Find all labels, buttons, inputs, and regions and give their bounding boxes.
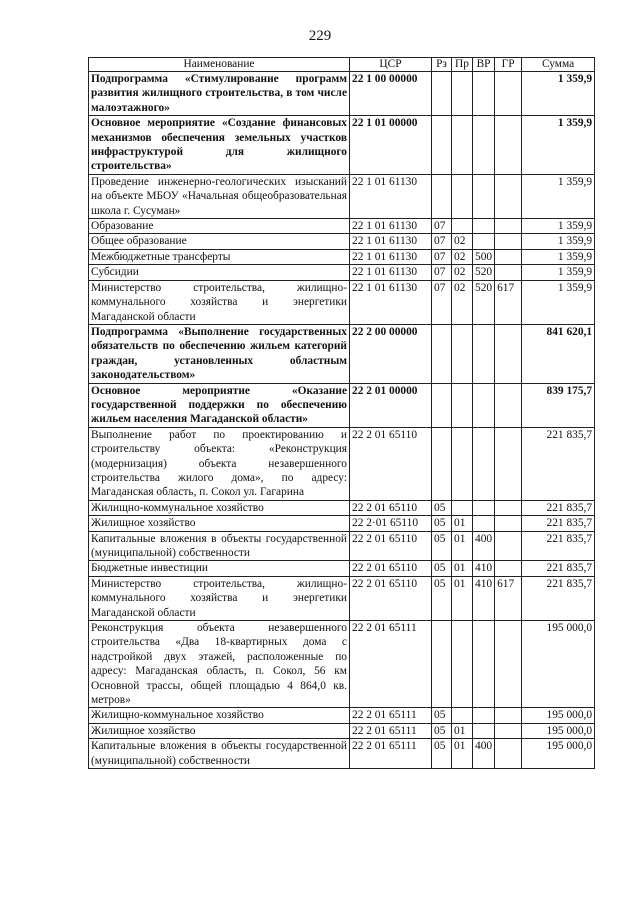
cell-rz: 05 xyxy=(432,576,452,620)
cell-pr: 01 xyxy=(452,723,473,738)
cell-csr: 22 1 01 61130 xyxy=(350,280,432,324)
cell-csr: 22 2 01 65110 xyxy=(350,427,432,500)
cell-vr xyxy=(473,174,495,218)
table-row xyxy=(89,576,595,620)
table-row xyxy=(89,174,595,218)
cell-pr: 01 xyxy=(452,531,473,561)
cell-rz: 07 xyxy=(432,265,452,280)
cell-csr: 22 2 01 65110 xyxy=(350,531,432,561)
header-name: Наименование xyxy=(89,58,350,72)
cell-sum: 195 000,0 xyxy=(522,723,595,738)
cell-gr xyxy=(495,739,522,769)
cell-csr: 22 2·01 65110 xyxy=(350,516,432,531)
cell-pr: 02 xyxy=(452,265,473,280)
cell-rz: 07 xyxy=(432,219,452,234)
cell-sum: 221 835,7 xyxy=(522,576,595,620)
cell-name: Жилищное хозяйство xyxy=(89,516,350,531)
cell-vr xyxy=(473,219,495,234)
cell-sum: 1 359,9 xyxy=(522,219,595,234)
cell-name: Выполнение работ по проектированию и строительству объекта: «Реконструкция (модернизация) объекта незавершенного строительства жилого дома», по адресу: Магаданская область, п. Сокол ул. Гагарина xyxy=(89,427,350,500)
cell-vr xyxy=(473,723,495,738)
cell-csr: 22 1 00 00000 xyxy=(350,72,432,116)
cell-gr xyxy=(495,234,522,249)
table-row xyxy=(89,324,595,383)
cell-rz xyxy=(432,383,452,427)
cell-vr xyxy=(473,500,495,515)
cell-sum: 1 359,9 xyxy=(522,234,595,249)
cell-pr xyxy=(452,500,473,515)
cell-name: Министерство строительства, жилищно-коммунального хозяйства и энергетики Магаданской области xyxy=(89,576,350,620)
table-row xyxy=(89,723,595,738)
cell-rz: 05 xyxy=(432,708,452,723)
table-row xyxy=(89,219,595,234)
cell-gr: 617 xyxy=(495,280,522,324)
cell-vr: 500 xyxy=(473,249,495,264)
cell-pr: 01 xyxy=(452,739,473,769)
cell-gr: 617 xyxy=(495,576,522,620)
cell-rz: 05 xyxy=(432,739,452,769)
table-row xyxy=(89,739,595,769)
cell-name: Жилищное хозяйство xyxy=(89,723,350,738)
cell-vr: 400 xyxy=(473,739,495,769)
cell-gr xyxy=(495,174,522,218)
cell-pr: 01 xyxy=(452,516,473,531)
cell-sum: 221 835,7 xyxy=(522,531,595,561)
cell-gr xyxy=(495,324,522,383)
cell-name: Реконструкция объекта незавершенного строительства «Два 18-квартирных дома с надстройкой двух этажей, расположенные по адресу: Магаданская область, п. Сокол, 56 км Основной трассы, общей площадью 4 864,0 кв. метров» xyxy=(89,621,350,708)
budget-table xyxy=(88,57,595,769)
cell-rz: 07 xyxy=(432,280,452,324)
cell-gr xyxy=(495,249,522,264)
cell-gr xyxy=(495,723,522,738)
cell-name: Капитальные вложения в объекты государственной (муниципальной) собственности xyxy=(89,531,350,561)
cell-gr xyxy=(495,621,522,708)
cell-sum: 221 835,7 xyxy=(522,500,595,515)
cell-csr: 22 1 01 61130 xyxy=(350,265,432,280)
table-row xyxy=(89,708,595,723)
cell-pr xyxy=(452,174,473,218)
cell-csr: 22 2 01 65111 xyxy=(350,739,432,769)
cell-name: Жилищно-коммунальное хозяйство xyxy=(89,500,350,515)
cell-rz: 05 xyxy=(432,500,452,515)
cell-sum: 221 835,7 xyxy=(522,427,595,500)
cell-pr xyxy=(452,708,473,723)
cell-vr xyxy=(473,324,495,383)
cell-pr: 01 xyxy=(452,576,473,620)
table-row xyxy=(89,234,595,249)
cell-name: Жилищно-коммунальное хозяйство xyxy=(89,708,350,723)
table-row xyxy=(89,383,595,427)
cell-pr xyxy=(452,324,473,383)
cell-name: Бюджетные инвестиции xyxy=(89,561,350,576)
header-gr: ГР xyxy=(495,58,522,72)
cell-csr: 22 2 01 65111 xyxy=(350,723,432,738)
cell-sum: 1 359,9 xyxy=(522,72,595,116)
cell-sum: 839 175,7 xyxy=(522,383,595,427)
cell-vr: 400 xyxy=(473,531,495,561)
cell-gr xyxy=(495,116,522,175)
table-row xyxy=(89,561,595,576)
cell-rz: 07 xyxy=(432,234,452,249)
cell-rz xyxy=(432,427,452,500)
cell-name: Субсидии xyxy=(89,265,350,280)
cell-pr xyxy=(452,621,473,708)
table-row xyxy=(89,427,595,500)
cell-name: Подпрограмма «Выполнение государственных обязательств по обеспечению жильем категорий граждан, установленных областным законодательством» xyxy=(89,324,350,383)
cell-csr: 22 2 01 00000 xyxy=(350,383,432,427)
cell-csr: 22 1 01 00000 xyxy=(350,116,432,175)
table-row xyxy=(89,265,595,280)
cell-vr xyxy=(473,383,495,427)
table-row xyxy=(89,516,595,531)
cell-name: Основное мероприятие «Оказание государственной поддержки по обеспечению жильем населения Магаданской области» xyxy=(89,383,350,427)
cell-vr xyxy=(473,516,495,531)
cell-csr: 22 2 01 65110 xyxy=(350,500,432,515)
cell-vr: 410 xyxy=(473,561,495,576)
cell-name: Подпрограмма «Стимулирование программ развития жилищного строительства, в том числе малоэтажного» xyxy=(89,72,350,116)
cell-rz xyxy=(432,116,452,175)
cell-sum: 1 359,9 xyxy=(522,280,595,324)
cell-pr xyxy=(452,383,473,427)
cell-vr xyxy=(473,72,495,116)
cell-vr: 520 xyxy=(473,280,495,324)
table-header-row xyxy=(89,58,595,72)
table-row xyxy=(89,500,595,515)
header-csr: ЦСР xyxy=(350,58,432,72)
cell-rz xyxy=(432,621,452,708)
page-number: 229 xyxy=(308,28,332,44)
header-sum: Сумма xyxy=(522,58,595,72)
cell-pr: 02 xyxy=(452,249,473,264)
cell-name: Капитальные вложения в объекты государственной (муниципальной) собственности xyxy=(89,739,350,769)
cell-rz xyxy=(432,72,452,116)
cell-name: Основное мероприятие «Создание финансовых механизмов обеспечения земельных участков инфраструктурой для жилищного строительства» xyxy=(89,116,350,175)
table-row xyxy=(89,531,595,561)
header-vr: ВР xyxy=(473,58,495,72)
header-pr: Пр xyxy=(452,58,473,72)
cell-csr: 22 2 00 00000 xyxy=(350,324,432,383)
cell-vr xyxy=(473,116,495,175)
cell-csr: 22 2 01 65111 xyxy=(350,621,432,708)
cell-gr xyxy=(495,219,522,234)
table-row xyxy=(89,116,595,175)
cell-sum: 195 000,0 xyxy=(522,708,595,723)
cell-rz: 05 xyxy=(432,723,452,738)
cell-sum: 1 359,9 xyxy=(522,265,595,280)
header-rz: Рз xyxy=(432,58,452,72)
cell-pr xyxy=(452,427,473,500)
cell-vr xyxy=(473,708,495,723)
cell-pr: 02 xyxy=(452,234,473,249)
cell-gr xyxy=(495,531,522,561)
cell-gr xyxy=(495,561,522,576)
cell-csr: 22 2 01 65110 xyxy=(350,576,432,620)
cell-sum: 1 359,9 xyxy=(522,116,595,175)
cell-sum: 195 000,0 xyxy=(522,621,595,708)
cell-csr: 22 2 01 65110 xyxy=(350,561,432,576)
cell-pr: 01 xyxy=(452,561,473,576)
cell-rz: 05 xyxy=(432,516,452,531)
cell-rz: 05 xyxy=(432,531,452,561)
cell-csr: 22 1 01 61130 xyxy=(350,249,432,264)
cell-gr xyxy=(495,72,522,116)
cell-gr xyxy=(495,500,522,515)
table-row xyxy=(89,280,595,324)
cell-vr xyxy=(473,427,495,500)
cell-name: Проведение инженерно-геологических изысканий на объекте МБОУ «Начальная общеобразовательная школа г. Сусуман» xyxy=(89,174,350,218)
cell-sum: 221 835,7 xyxy=(522,516,595,531)
cell-name: Общее образование xyxy=(89,234,350,249)
cell-vr xyxy=(473,234,495,249)
cell-name: Межбюджетные трансферты xyxy=(89,249,350,264)
cell-gr xyxy=(495,383,522,427)
cell-pr: 02 xyxy=(452,280,473,324)
cell-gr xyxy=(495,265,522,280)
cell-rz: 07 xyxy=(432,249,452,264)
table-row xyxy=(89,621,595,708)
cell-sum: 1 359,9 xyxy=(522,249,595,264)
cell-vr xyxy=(473,621,495,708)
cell-name: Министерство строительства, жилищно-коммунального хозяйства и энергетики Магаданской области xyxy=(89,280,350,324)
cell-pr xyxy=(452,72,473,116)
cell-pr xyxy=(452,116,473,175)
cell-pr xyxy=(452,219,473,234)
cell-rz: 05 xyxy=(432,561,452,576)
cell-vr: 410 xyxy=(473,576,495,620)
table-row xyxy=(89,249,595,264)
cell-csr: 22 2 01 65111 xyxy=(350,708,432,723)
cell-sum: 1 359,9 xyxy=(522,174,595,218)
cell-name: Образование xyxy=(89,219,350,234)
cell-sum: 221 835,7 xyxy=(522,561,595,576)
cell-gr xyxy=(495,427,522,500)
cell-sum: 841 620,1 xyxy=(522,324,595,383)
cell-gr xyxy=(495,516,522,531)
cell-sum: 195 000,0 xyxy=(522,739,595,769)
cell-rz xyxy=(432,174,452,218)
cell-rz xyxy=(432,324,452,383)
cell-csr: 22 1 01 61130 xyxy=(350,174,432,218)
cell-csr: 22 1 01 61130 xyxy=(350,234,432,249)
cell-csr: 22 1 01 61130 xyxy=(350,219,432,234)
cell-vr: 520 xyxy=(473,265,495,280)
table-row xyxy=(89,72,595,116)
cell-gr xyxy=(495,708,522,723)
